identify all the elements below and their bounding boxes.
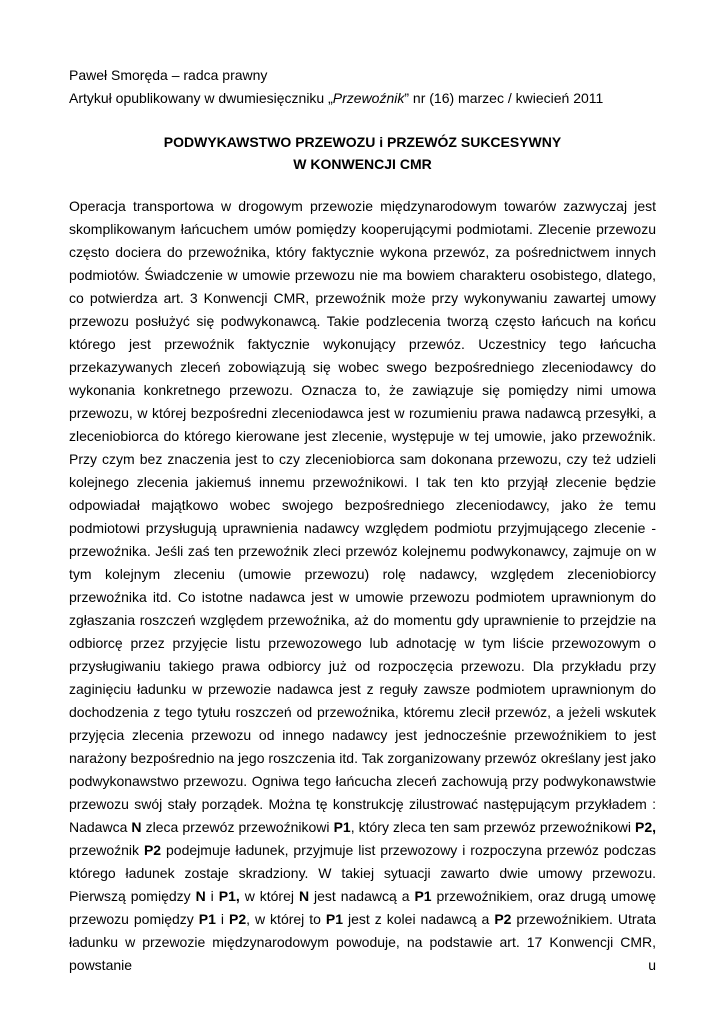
article-title-line-2: W KONWENCJI CMR: [293, 156, 432, 172]
text-run: jest nadawcą a: [309, 888, 415, 904]
text-run: i: [205, 888, 219, 904]
text-run: podejmuje ładunek, przyjmuje list przewozowy i rozpoczyna przewóz podczas którego ładunek zostaje skradziony. W takiej sytuacji zawarto dwie umowy przewozu. Pierwszą pomiędzy: [69, 842, 657, 904]
party-label: P2: [143, 842, 162, 858]
party-label: N: [131, 819, 142, 835]
article-title-line-1: PODWYKAWSTWO PRZEWOZU i PRZEWÓZ SUKCESYWNY: [163, 134, 562, 150]
journal-name: Przewoźnik: [332, 90, 405, 106]
text-run: zleca przewóz przewoźnikowi: [141, 819, 334, 835]
text-run: , w której to: [246, 911, 326, 927]
party-label: P2,: [635, 819, 657, 835]
text-run: przewoźnikiem. Utrata ładunku w przewozie międzynarodowym powoduje, na podstawie art. 17 Konwencji CMR, powstanie u: [69, 911, 656, 973]
party-label: P1: [325, 911, 344, 927]
paragraph-1: Operacja transportowa w drogowym przewozie międzynarodowym towarów zazwyczaj jest skomplikowanym łańcuchem umów pomiędzy kooperującymi podmiotami. Zlecenie przewozu często dociera do przewoźnika, który faktycznie wykona przewóz, za pośrednictwem innych podmiotów. Świadczenie w umowie przewozu nie ma bowiem charakteru osobistego, dlatego, co potwierdza art. 3 Konwencji CMR, przewoźnik może przy wykonywaniu zawartej umowy przewozu posłużyć się podwykonawcą. Takie podzlecenia tworzą często łańcuch na końcu którego jest przewoźnik faktycznie wykonujący przewóz. Uczestnicy tego łańcucha przekazywanych zleceń zobowiązują się wobec swego bezpośredniego zleceniodawcy do wykonania konkretnego przewozu. Oznacza to, że zawiązuje się pomiędzy nimi umowa przewozu, w której bezpośredni zleceniodawca jest w rozumieniu prawa nadawcą przesyłki, a zleceniobiorca do którego kierowane jest zlecenie, występuje w tej umowie, jako przewoźnik. Przy czym bez znaczenia jest to czy zleceniobiorca sam dokonana przewozu, czy też udzieli kolejnego zlecenia jakiemuś innemu przewoźnikowi. I tak ten kto przyjął zlecenie będzie odpowiadał majątkowo wobec swojego bezpośredniego zleceniodawcy, jako że temu podmiotowi przysługują uprawnienia nadawcy względem podmiotu przyjmującego zlecenie - przewoźnika. Jeśli zaś ten przewoźnik zleci przewóz kolejnemu podwykonawcy, zajmuje on w tym kolejnym zleceniu (umowie przewozu) rolę nadawcy, względem zleceniobiorcy przewoźnika itd. Co istotne nadawca jest w umowie przewozu podmiotem uprawnionym do zgłaszania roszczeń względem przewoźnika, aż do momentu gdy uprawnienie to przejdzie na odbiorcę przez przyjęcie listu przewozowego lub adnotację w tym liście przewozowym o przysługiwaniu takiego prawa odbiorcy już od rozpoczęcia przewozu. Dla przykładu przy zaginięciu ładunku w przewozie nadawca jest z reguły zawsze podmiotem uprawnionym do dochodzenia z tego tytułu roszczeń od przewoźnika, któremu zlecił przewóz, a jeżeli wskutek przyjęcia zlecenia przewozu od innego nadawcy jest jednocześnie przewoźnikiem to jest narażony bezpośrednio na jego roszczenia itd. Tak zorganizowany przewóz określany jest jako podwykonawstwo przewozu. Ogniwa tego łańcucha zleceń zachowują przy podwykonawstwie przewozu swój stały porządek. Można tę konstrukcję zilustrować następującym przykładem :: [69, 198, 656, 812]
text-run: przewoźnikiem, oraz drugą umowę przewozu pomiędzy: [69, 888, 657, 927]
text-run: i: [215, 911, 229, 927]
party-label: P1: [414, 888, 432, 904]
text-run: jest z kolei nadawcą a: [343, 911, 495, 927]
party-label: P1: [198, 911, 216, 927]
author-line: Paweł Smoręda – radca prawny: [69, 67, 268, 83]
party-label: P2: [494, 911, 512, 927]
publication-line: [69, 87, 656, 110]
party-label: N: [298, 888, 310, 904]
party-label: N: [195, 888, 206, 904]
text-run: w której: [239, 888, 299, 904]
paragraph-2: [69, 816, 656, 977]
publication-suffix: ” nr (16) marzec / kwiecień 2011: [404, 90, 604, 106]
text-run: przewoźnik: [69, 842, 144, 858]
text-run: Nadawca: [69, 819, 132, 835]
party-label: P1,: [218, 888, 240, 904]
article-body: [69, 195, 656, 977]
publication-prefix: Artykuł opublikowany w dwumiesięczniku „: [69, 90, 333, 106]
party-label: P2: [228, 911, 247, 927]
text-run: , który zleca ten sam przewóz przewoźnikowi: [350, 819, 635, 835]
party-label: P1: [333, 819, 351, 835]
